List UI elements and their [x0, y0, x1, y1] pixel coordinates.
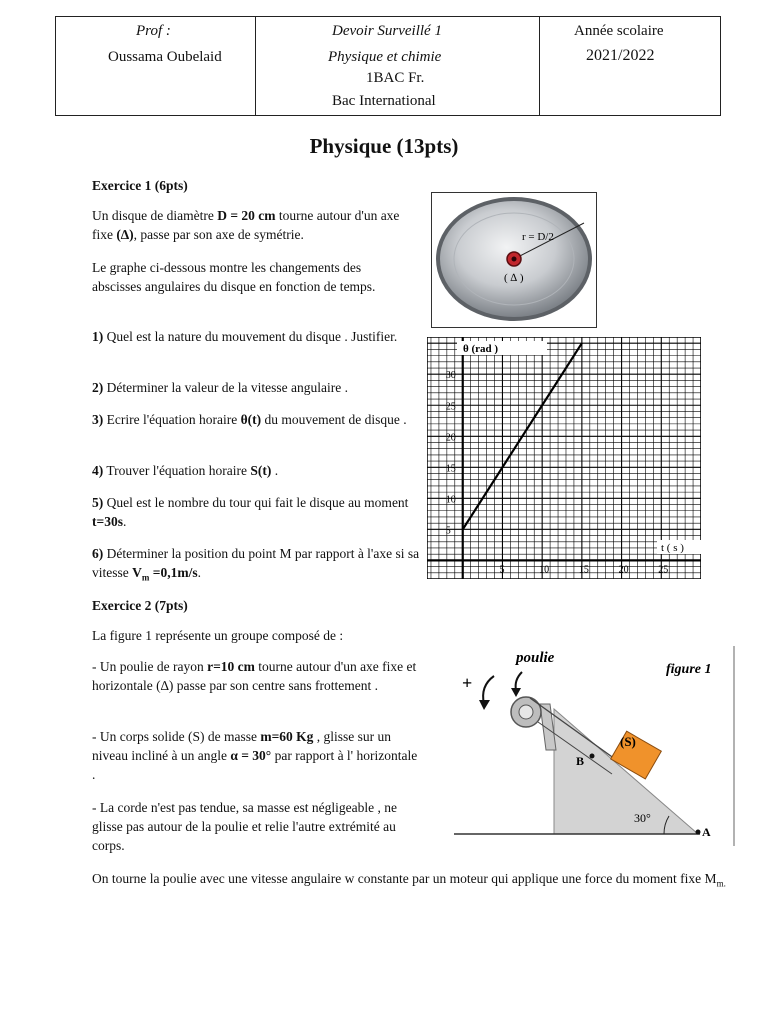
rope-description: - La corde n'est pas tendue, sa masse est négligeable , ne glisse pas autour de la poulie et relie l'autre extrémité au corps.	[92, 800, 397, 853]
question-3: 3) Ecrire l'équation horaire θ(t) du mouvement de disque .	[92, 412, 407, 427]
exercise-2-final-paragraph: On tourne la poulie avec une vitesse angulaire w constante par un moteur qui applique une force du moment fixe $M_{m.}$	[92, 871, 726, 889]
theta-chart	[427, 337, 701, 579]
header-teacher-cell	[56, 17, 256, 115]
prof-label: Prof :	[136, 23, 171, 39]
header-year-cell	[540, 17, 720, 115]
x-tick-label: 15	[578, 564, 589, 576]
exercise-1-intro: Un disque de diamètre D = 20 cm tourne autour d'un axe fixe (∆), passe par son axe de symétrie.	[92, 208, 400, 242]
exercise-2-title: Exercice 2 (7pts)	[92, 598, 188, 613]
y-axis-label: θ (rad )	[463, 343, 499, 355]
x-tick-label: 25	[658, 564, 669, 576]
exercise-2-intro: La figure 1 représente un groupe composé de :	[92, 628, 344, 643]
y-tick-label: 25	[445, 401, 456, 413]
x-tick-label: 10	[539, 564, 550, 576]
rotation-arrow	[483, 676, 494, 704]
point-b-label: B	[576, 754, 585, 768]
x-axis-label: t ( s )	[661, 542, 684, 554]
year-label: Année scolaire	[574, 23, 664, 39]
pulley-label: poulie	[516, 650, 555, 666]
header-table	[55, 16, 721, 116]
axis-label: ( ∆ )	[504, 272, 524, 284]
x-tick-label: 5	[499, 564, 505, 576]
y-tick-label: 15	[445, 463, 456, 475]
body-label: (S)	[620, 734, 636, 749]
angle-label: 30°	[634, 811, 651, 825]
x-tick-label: 20	[618, 564, 629, 576]
radius-label: r = D/2	[522, 231, 554, 243]
y-tick-label: 30	[445, 370, 456, 382]
figure-1	[450, 642, 740, 850]
y-tick-label: 5	[445, 525, 451, 537]
positive-direction-sign: +	[462, 673, 473, 693]
y-tick-label: 10	[445, 494, 456, 506]
exercise-1-title: Exercice 1 (6pts)	[92, 178, 188, 193]
figure-label: figure 1	[666, 662, 712, 677]
school-year: 2021/2022	[586, 47, 655, 64]
disk-figure	[431, 192, 597, 328]
question-6: 6) Déterminer la position du point M par rapport à l'axe si sa vitesse $V_m =0,1m/s$.	[92, 546, 420, 583]
header-exam-cell	[256, 17, 540, 115]
exam-title: Devoir Surveillé 1	[332, 23, 442, 39]
prof-name: Oussama Oubelaid	[108, 49, 222, 65]
exam-track: Bac International	[332, 93, 436, 109]
question-4: 4) Trouver l'équation horaire S(t) .	[92, 463, 279, 478]
exam-subject: Physique et chimie	[328, 49, 442, 65]
question-5: 5) Quel est le nombre du tour qui fait le disque au moment t=30s.	[92, 495, 409, 529]
theta-time-graph	[427, 337, 701, 579]
point-a-label: A	[702, 825, 711, 839]
inclined-plane-diagram	[450, 642, 740, 850]
disk-illustration	[432, 193, 596, 327]
exercise-1-graph-description: Le graphe ci-dessous montre les changements des abscisses angulaires du disque en fonction de temps.	[92, 260, 376, 294]
solid-body-description: - Un corps solide (S) de masse m=60 Kg , glisse sur un niveau incliné à un angle α = 30° par rapport à l' horizontale .	[92, 729, 418, 782]
question-2: 2) Déterminer la valeur de la vitesse angulaire .	[92, 380, 349, 395]
page-title: Physique (13pts)	[309, 134, 459, 158]
y-tick-label: 20	[445, 432, 456, 444]
exam-level: 1BAC Fr.	[366, 70, 425, 86]
question-1: 1) Quel est la nature du mouvement du disque . Justifier.	[92, 329, 398, 344]
pulley-description: - Un poulie de rayon r=10 cm tourne autour d'un axe fixe et horizontale (∆) passe par son centre sans frottement .	[92, 659, 417, 693]
